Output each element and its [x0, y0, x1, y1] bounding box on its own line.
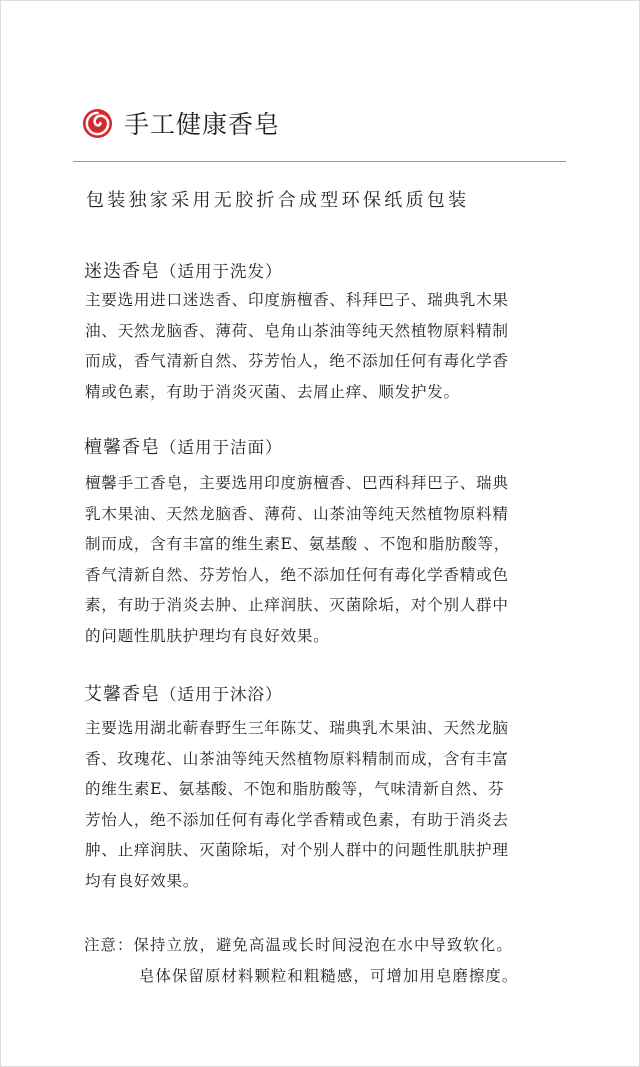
body-line: 油、天然龙脑香、薄荷、皂角山茶油等纯天然植物原料精制 [85, 321, 509, 340]
body-line: 香气清新自然、芬芳怡人，绝不添加任何有毒化学香精或色 [85, 565, 509, 584]
section-usage: （适用于洁面） [160, 438, 283, 457]
section-name: 迷迭香皂 [84, 261, 160, 282]
body-line: 的问题性肌肤护理均有良好效果。 [85, 626, 330, 645]
packaging-subtitle: 包装独家采用无胶折合成型环保纸质包装 [86, 190, 470, 211]
body-line: 精或色素，有助于消炎灭菌、去屑止痒、顺发护发。 [85, 382, 460, 401]
body-line: 均有良好效果。 [85, 871, 200, 890]
section-body-sandalwood [85, 468, 575, 651]
note-line-1: 注意：保持立放，避免高温或长时间浸泡在水中导致软化。 [84, 936, 513, 954]
brand-name: 手工健康香皂 [124, 110, 281, 139]
body-line: 香、玫瑰花、山茶油等纯天然植物原料精制而成，含有丰富 [85, 749, 509, 768]
section-name: 艾馨香皂 [84, 684, 160, 705]
section-body-mugwort [85, 713, 575, 896]
section-name: 檀馨香皂 [84, 437, 160, 458]
usage-note [84, 930, 594, 992]
body-line: 的维生素E、氨基酸、不饱和脂肪酸等，气味清新自然、芬 [85, 780, 505, 798]
spiral-logo-icon [82, 108, 113, 139]
body-line: 素，有助于消炎去肿、止痒润肤、灭菌除垢，对个别人群中 [85, 596, 509, 614]
note-line-2: 皂体保留原材料颗粒和粗糙感，可增加用皂磨擦度。 [139, 967, 519, 985]
body-line: 而成，香气清新自然、芬芳怡人，绝不添加任何有毒化学香 [85, 352, 509, 370]
section-title-mugwort [84, 680, 283, 706]
body-line: 制而成，含有丰富的维生素E、氨基酸 、不饱和脂肪酸等， [85, 535, 511, 553]
body-line: 主要选用进口迷迭香、印度旃檀香、科拜巴子、瑞典乳木果 [85, 291, 509, 309]
body-line: 主要选用湖北蕲春野生三年陈艾、瑞典乳木果油、天然龙脑 [85, 719, 509, 737]
body-line: 芳怡人，绝不添加任何有毒化学香精或色素，有助于消炎去 [85, 810, 509, 829]
body-line: 乳木果油、天然龙脑香、薄荷、山茶油等纯天然植物原料精 [85, 504, 509, 523]
brand-header [82, 106, 280, 140]
section-usage: （适用于洗发） [160, 262, 283, 281]
section-title-sandalwood [84, 433, 283, 459]
section-title-rosemary [84, 257, 283, 283]
header-divider [73, 161, 566, 162]
body-line: 肿、止痒润肤、灭菌除垢，对个别人群中的问题性肌肤护理 [85, 841, 509, 859]
section-usage: （适用于沐浴） [160, 685, 283, 704]
body-line: 檀馨手工香皂，主要选用印度旃檀香、巴西科拜巴子、瑞典 [85, 474, 509, 492]
section-body-rosemary [85, 285, 575, 407]
